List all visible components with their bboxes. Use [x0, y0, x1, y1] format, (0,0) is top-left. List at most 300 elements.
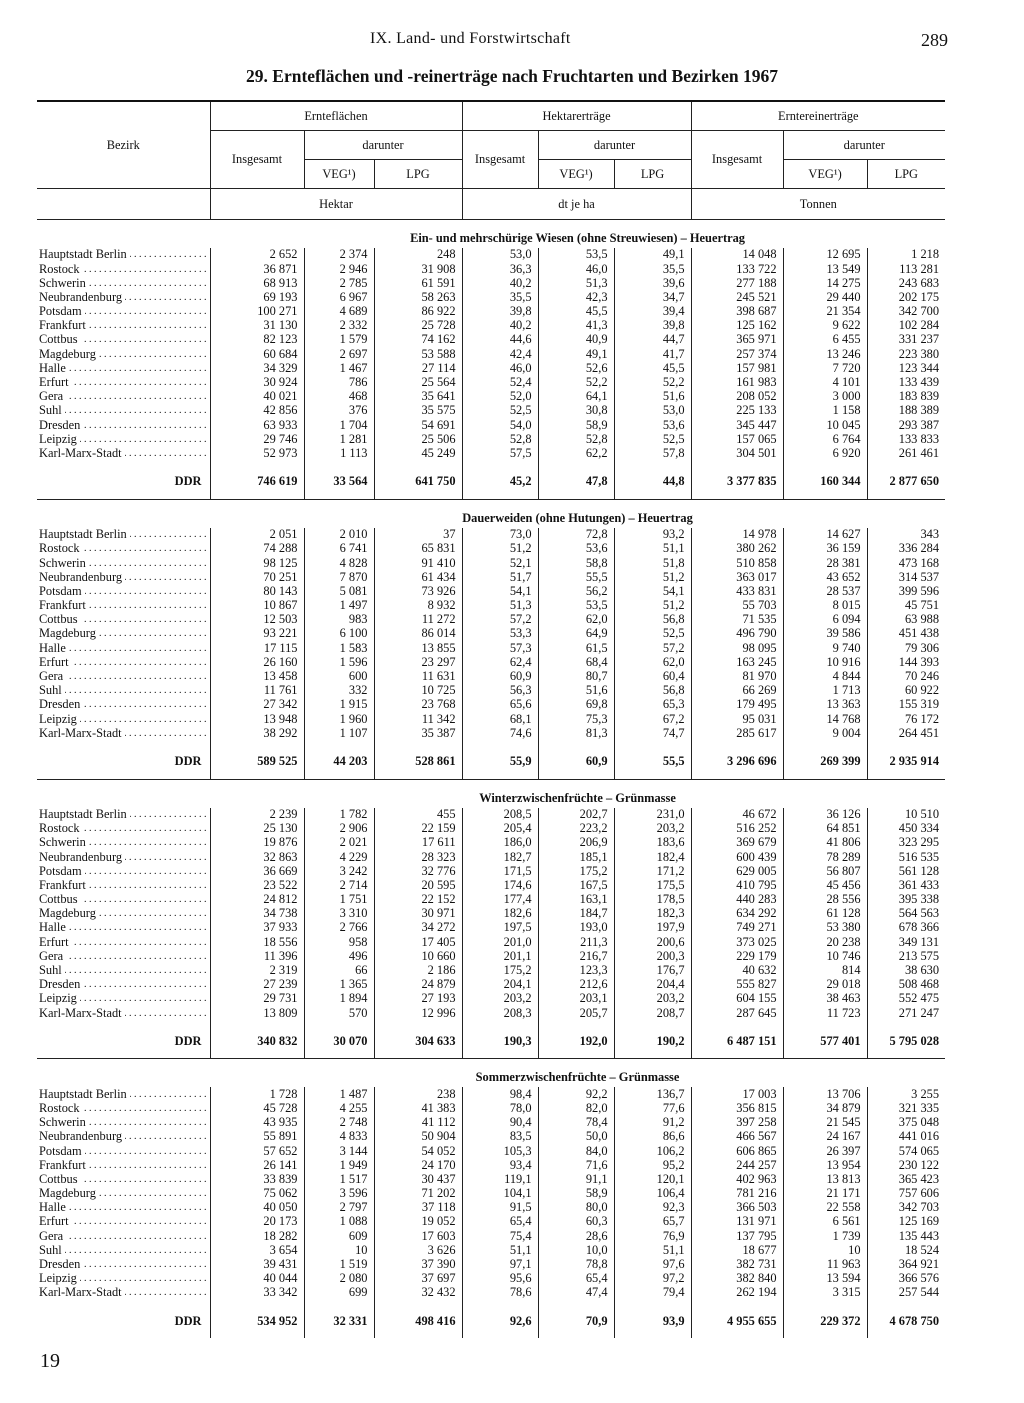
table-cell: 205,4	[462, 822, 538, 836]
total-cell: 6 487 151	[691, 1030, 783, 1052]
table-cell: 183 839	[867, 390, 945, 404]
table-row	[37, 1286, 945, 1300]
table-row	[37, 333, 945, 347]
table-cell: 6 455	[783, 333, 867, 347]
table-cell: 43 935	[210, 1116, 304, 1130]
table-cell: 34 738	[210, 907, 304, 921]
table-cell: 36 669	[210, 864, 304, 878]
table-cell: 33 342	[210, 1286, 304, 1300]
table-cell: 52,8	[538, 432, 614, 446]
table-cell: 51,6	[538, 684, 614, 698]
table-cell: 137 795	[691, 1229, 783, 1243]
table-cell: 91,2	[614, 1116, 691, 1130]
table-cell: 31 130	[210, 319, 304, 333]
table-cell: 76,9	[614, 1229, 691, 1243]
table-cell: 36 159	[783, 542, 867, 556]
table-cell: 80 143	[210, 585, 304, 599]
table-cell: 6 764	[783, 432, 867, 446]
table-cell: 71 535	[691, 613, 783, 627]
table-cell: 54,1	[614, 585, 691, 599]
table-cell: 21 354	[783, 305, 867, 319]
table-cell: 17 603	[374, 1229, 462, 1243]
bezirk-name: Frankfurt	[39, 599, 89, 612]
total-cell: 55,9	[462, 751, 538, 773]
table-cell: 136,7	[614, 1087, 691, 1101]
bezirk-name: Erfurt	[39, 936, 72, 949]
table-cell: 52,6	[538, 362, 614, 376]
table-cell: 177,4	[462, 893, 538, 907]
table-cell: 40,9	[538, 333, 614, 347]
table-cell: 574 065	[867, 1144, 945, 1158]
table-cell: 1 583	[304, 641, 374, 655]
table-cell: 91,1	[538, 1173, 614, 1187]
total-cell: 528 861	[374, 751, 462, 773]
table-cell: 64 851	[783, 822, 867, 836]
table-row	[37, 1258, 945, 1272]
table-cell: 410 795	[691, 879, 783, 893]
table-cell: 552 475	[867, 992, 945, 1006]
table-cell: 14 627	[783, 528, 867, 542]
table-cell: 23 297	[374, 656, 462, 670]
table-cell: 13 855	[374, 641, 462, 655]
table-cell: 10 045	[783, 418, 867, 432]
table-cell: 133 833	[867, 432, 945, 446]
table-cell: 35 641	[374, 390, 462, 404]
table-cell: 144 393	[867, 656, 945, 670]
table-cell: 125 162	[691, 319, 783, 333]
table-row	[37, 864, 945, 878]
table-cell: 65,4	[538, 1272, 614, 1286]
table-cell: 93,4	[462, 1158, 538, 1172]
table-cell: 91,5	[462, 1201, 538, 1215]
table-cell: 3 000	[783, 390, 867, 404]
table-row	[37, 1130, 945, 1144]
table-cell: 10	[304, 1244, 374, 1258]
running-header	[0, 30, 1024, 54]
table-cell: 80,0	[538, 1201, 614, 1215]
table-cell: 441 016	[867, 1130, 945, 1144]
table-cell: 510 858	[691, 556, 783, 570]
table-cell: 4 689	[304, 305, 374, 319]
table-cell: 3 626	[374, 1244, 462, 1258]
table-cell: 161 983	[691, 376, 783, 390]
table-cell: 2 332	[304, 319, 374, 333]
table-row	[37, 1201, 945, 1215]
bezirk-name: Neubrandenburg	[39, 571, 125, 584]
table-cell: 135 443	[867, 1229, 945, 1243]
table-cell: 178,5	[614, 893, 691, 907]
bezirk-name: Karl-Marx-Stadt	[39, 447, 125, 460]
table-row	[37, 641, 945, 655]
table-cell: 86 922	[374, 305, 462, 319]
table-cell: 125 169	[867, 1215, 945, 1229]
table-cell: 23 768	[374, 698, 462, 712]
table-cell: 36,3	[462, 262, 538, 276]
total-cell: 534 952	[210, 1310, 304, 1332]
table-cell: 76 172	[867, 712, 945, 726]
table-cell: 13 706	[783, 1087, 867, 1101]
bezirk-name: Gera	[39, 1230, 66, 1243]
bezirk-name: Dresden	[39, 698, 83, 711]
table-cell: 1 960	[304, 712, 374, 726]
table-cell: 323 295	[867, 836, 945, 850]
table-cell: 5 081	[304, 585, 374, 599]
table-row	[37, 528, 945, 542]
table-cell: 4 255	[304, 1102, 374, 1116]
table-cell: 376	[304, 404, 374, 418]
table-row	[37, 347, 945, 361]
table-cell: 208,7	[614, 1006, 691, 1020]
table-cell: 349 131	[867, 935, 945, 949]
table-cell: 12 996	[374, 1006, 462, 1020]
table-cell: 223 380	[867, 347, 945, 361]
table-row	[37, 1158, 945, 1172]
table-cell: 51,7	[462, 570, 538, 584]
table-cell: 19 052	[374, 1215, 462, 1229]
table-cell: 41 383	[374, 1102, 462, 1116]
column-header-veg: VEG¹)	[783, 160, 867, 189]
table-row	[37, 879, 945, 893]
table-row	[37, 542, 945, 556]
table-cell: 365 423	[867, 1173, 945, 1187]
table-cell: 66	[304, 964, 374, 978]
table-cell: 2 186	[374, 964, 462, 978]
table-cell: 51,6	[614, 390, 691, 404]
table-cell: 570	[304, 1006, 374, 1020]
table-cell: 34 272	[374, 921, 462, 935]
table-cell: 983	[304, 613, 374, 627]
bezirk-name: Halle	[39, 362, 69, 375]
total-cell: 190,3	[462, 1030, 538, 1052]
statistics-table	[37, 100, 945, 1338]
table-cell: 2 652	[210, 248, 304, 262]
bezirk-name: Neubrandenburg	[39, 1130, 125, 1143]
table-cell: 171,5	[462, 864, 538, 878]
table-cell: 193,0	[538, 921, 614, 935]
table-cell: 52,2	[614, 376, 691, 390]
table-cell: 51,2	[614, 599, 691, 613]
table-cell: 364 921	[867, 1258, 945, 1272]
bezirk-name: Cottbus	[39, 613, 81, 626]
table-header	[37, 101, 945, 220]
total-cell: 4 678 750	[867, 1310, 945, 1332]
table-cell: 32 863	[210, 850, 304, 864]
table-cell: 4 844	[783, 670, 867, 684]
table-cell: 24 879	[374, 978, 462, 992]
bezirk-name: Potsdam	[39, 865, 85, 878]
table-row	[37, 1144, 945, 1158]
table-cell: 208,5	[462, 808, 538, 822]
table-cell: 345 447	[691, 418, 783, 432]
table-cell: 455	[374, 808, 462, 822]
table-cell: 77,6	[614, 1102, 691, 1116]
table-row	[37, 808, 945, 822]
table-cell: 39 586	[783, 627, 867, 641]
bezirk-name: Hauptstadt Berlin	[39, 1088, 130, 1101]
table-cell: 13 813	[783, 1173, 867, 1187]
table-cell: 2 946	[304, 262, 374, 276]
bezirk-name: Dresden	[39, 978, 83, 991]
table-cell: 7 870	[304, 570, 374, 584]
table-cell: 97,2	[614, 1272, 691, 1286]
table-cell: 24 170	[374, 1158, 462, 1172]
table-cell: 202,7	[538, 808, 614, 822]
table-row	[37, 599, 945, 613]
table-cell: 40 632	[691, 964, 783, 978]
table-cell: 22 152	[374, 893, 462, 907]
table-row	[37, 656, 945, 670]
table-cell: 356 815	[691, 1102, 783, 1116]
bezirk-name: Neubrandenburg	[39, 851, 125, 864]
table-cell: 1 517	[304, 1173, 374, 1187]
section-title: Ein- und mehrschürige Wiesen (ohne Streuwiesen) – Heuertrag	[210, 220, 945, 249]
table-cell: 65,4	[462, 1215, 538, 1229]
total-cell: 3 377 835	[691, 471, 783, 493]
bezirk-name: Karl-Marx-Stadt	[39, 1286, 125, 1299]
column-header-lpg: LPG	[374, 160, 462, 189]
table-cell: 39,4	[614, 305, 691, 319]
table-row	[37, 850, 945, 864]
table-cell: 11 631	[374, 670, 462, 684]
table-cell: 261 461	[867, 447, 945, 461]
column-group-ernteflaechen: Ernteflächen	[210, 101, 462, 131]
table-cell: 4 229	[304, 850, 374, 864]
table-cell: 82,0	[538, 1102, 614, 1116]
table-cell: 10 867	[210, 599, 304, 613]
table-cell: 133 722	[691, 262, 783, 276]
table-cell: 197,5	[462, 921, 538, 935]
table-cell: 81,3	[538, 726, 614, 740]
table-cell: 10,0	[538, 1244, 614, 1258]
table-cell: 52,2	[538, 376, 614, 390]
table-cell: 14 978	[691, 528, 783, 542]
bezirk-name: Cottbus	[39, 893, 81, 906]
table-cell: 92,2	[538, 1087, 614, 1101]
table-cell: 176,7	[614, 964, 691, 978]
table-cell: 257 374	[691, 347, 783, 361]
bezirk-name: Gera	[39, 670, 66, 683]
table-cell: 41,7	[614, 347, 691, 361]
table-row	[37, 570, 945, 584]
table-cell: 203,2	[462, 992, 538, 1006]
table-cell: 304 501	[691, 447, 783, 461]
table-cell: 38 463	[783, 992, 867, 1006]
table-cell: 61,5	[538, 641, 614, 655]
table-cell: 52,5	[614, 627, 691, 641]
table-cell: 25 728	[374, 319, 462, 333]
section-title: Winterzwischenfrüchte – Grünmasse	[210, 779, 945, 808]
table-cell: 786	[304, 376, 374, 390]
table-cell: 57,2	[462, 613, 538, 627]
table-cell: 28 381	[783, 556, 867, 570]
table-cell: 244 257	[691, 1158, 783, 1172]
table-cell: 64,1	[538, 390, 614, 404]
table-cell: 36 126	[783, 808, 867, 822]
table-cell: 98 095	[691, 641, 783, 655]
table-cell: 69 193	[210, 291, 304, 305]
table-row	[37, 447, 945, 461]
table-cell: 28 537	[783, 585, 867, 599]
table-cell: 1 218	[867, 248, 945, 262]
table-cell: 321 335	[867, 1102, 945, 1116]
table-cell: 203,1	[538, 992, 614, 1006]
table-cell: 10	[783, 1244, 867, 1258]
table-cell: 39,6	[614, 276, 691, 290]
table-cell: 167,5	[538, 879, 614, 893]
table-row	[37, 1187, 945, 1201]
table-row	[37, 950, 945, 964]
table-cell: 60 922	[867, 684, 945, 698]
column-group-erntereinertraege: Erntereinerträge	[691, 101, 945, 131]
table-cell: 79,4	[614, 1286, 691, 1300]
table-cell: 68 913	[210, 276, 304, 290]
table-cell: 2 748	[304, 1116, 374, 1130]
table-cell: 47,4	[538, 1286, 614, 1300]
table-cell: 4 101	[783, 376, 867, 390]
table-cell: 52,4	[462, 376, 538, 390]
table-cell: 175,2	[462, 964, 538, 978]
table-cell: 3 144	[304, 1144, 374, 1158]
table-cell: 285 617	[691, 726, 783, 740]
table-cell: 74,6	[462, 726, 538, 740]
table-cell: 3 255	[867, 1087, 945, 1101]
table-cell: 179 495	[691, 698, 783, 712]
table-cell: 225 133	[691, 404, 783, 418]
table-cell: 45 249	[374, 447, 462, 461]
table-cell: 609	[304, 1229, 374, 1243]
table-cell: 188 389	[867, 404, 945, 418]
table-cell: 113 281	[867, 262, 945, 276]
total-cell: 2 877 650	[867, 471, 945, 493]
table-cell: 343	[867, 528, 945, 542]
table-cell: 366 576	[867, 1272, 945, 1286]
table-cell: 65,7	[614, 1215, 691, 1229]
table-cell: 62,0	[614, 656, 691, 670]
total-cell: 30 070	[304, 1030, 374, 1052]
bezirk-name: Potsdam	[39, 1145, 85, 1158]
table-cell: 204,4	[614, 978, 691, 992]
table-cell: 204,1	[462, 978, 538, 992]
table-cell: 163 245	[691, 656, 783, 670]
table-cell: 53,6	[538, 542, 614, 556]
table-cell: 42 856	[210, 404, 304, 418]
table-cell: 182,6	[462, 907, 538, 921]
table-cell: 75 062	[210, 1187, 304, 1201]
table-cell: 10 660	[374, 950, 462, 964]
total-cell: 44,8	[614, 471, 691, 493]
table-cell: 3 310	[304, 907, 374, 921]
table-cell: 1 088	[304, 1215, 374, 1229]
table-cell: 3 242	[304, 864, 374, 878]
table-row	[37, 1215, 945, 1229]
table-cell: 473 168	[867, 556, 945, 570]
bezirk-name: Magdeburg	[39, 907, 99, 920]
table-cell: 9 004	[783, 726, 867, 740]
table-cell: 186,0	[462, 836, 538, 850]
table-cell: 238	[374, 1087, 462, 1101]
table-cell: 1 281	[304, 432, 374, 446]
table-cell: 21 171	[783, 1187, 867, 1201]
table-cell: 9 740	[783, 641, 867, 655]
table-cell: 37 390	[374, 1258, 462, 1272]
bezirk-name: Rostock	[39, 542, 83, 555]
table-cell: 40 050	[210, 1201, 304, 1215]
table-cell: 63 988	[867, 613, 945, 627]
table-cell: 13 458	[210, 670, 304, 684]
table-cell: 92,3	[614, 1201, 691, 1215]
bezirk-name: Karl-Marx-Stadt	[39, 1007, 125, 1020]
table-cell: 36 871	[210, 262, 304, 276]
table-cell: 95,2	[614, 1158, 691, 1172]
table-cell: 26 160	[210, 656, 304, 670]
table-cell: 6 741	[304, 542, 374, 556]
table-cell: 17 115	[210, 641, 304, 655]
bezirk-name: Suhl	[39, 1244, 65, 1257]
bezirk-name: Neubrandenburg	[39, 291, 125, 304]
table-cell: 72,8	[538, 528, 614, 542]
table-cell: 40,2	[462, 319, 538, 333]
table-cell: 50,0	[538, 1130, 614, 1144]
table-row	[37, 992, 945, 1006]
table-cell: 6 100	[304, 627, 374, 641]
table-cell: 212,6	[538, 978, 614, 992]
table-cell: 516 535	[867, 850, 945, 864]
table-cell: 51,3	[538, 276, 614, 290]
table-cell: 314 537	[867, 570, 945, 584]
table-cell: 182,4	[614, 850, 691, 864]
table-cell: 399 596	[867, 585, 945, 599]
table-cell: 51,2	[462, 542, 538, 556]
table-cell: 86,6	[614, 1130, 691, 1144]
table-cell: 98,4	[462, 1087, 538, 1101]
table-cell: 466 567	[691, 1130, 783, 1144]
table-cell: 53,0	[462, 248, 538, 262]
table-cell: 95 031	[691, 712, 783, 726]
table-cell: 749 271	[691, 921, 783, 935]
table-cell: 57,5	[462, 447, 538, 461]
table-cell: 634 292	[691, 907, 783, 921]
table-row	[37, 390, 945, 404]
table-row	[37, 276, 945, 290]
table-cell: 61 591	[374, 276, 462, 290]
total-cell: 229 372	[783, 1310, 867, 1332]
bezirk-name: Dresden	[39, 419, 83, 432]
table-cell: 2 906	[304, 822, 374, 836]
table-cell: 71 202	[374, 1187, 462, 1201]
table-cell: 10 746	[783, 950, 867, 964]
table-cell: 58,9	[538, 1187, 614, 1201]
table-cell: 29 731	[210, 992, 304, 1006]
table-cell: 133 439	[867, 376, 945, 390]
table-cell: 45 728	[210, 1102, 304, 1116]
bezirk-name: Leipzig	[39, 713, 80, 726]
table-cell: 19 876	[210, 836, 304, 850]
table-cell: 40 044	[210, 1272, 304, 1286]
table-row	[37, 585, 945, 599]
total-cell: 746 619	[210, 471, 304, 493]
table-cell: 97,6	[614, 1258, 691, 1272]
table-cell: 12 695	[783, 248, 867, 262]
table-cell: 203,2	[614, 822, 691, 836]
table-cell: 202 175	[867, 291, 945, 305]
table-cell: 41 112	[374, 1116, 462, 1130]
table-cell: 182,3	[614, 907, 691, 921]
table-cell: 293 387	[867, 418, 945, 432]
total-cell: 498 416	[374, 1310, 462, 1332]
table-cell: 62,2	[538, 447, 614, 461]
bezirk-name: Gera	[39, 950, 66, 963]
table-cell: 51,2	[614, 570, 691, 584]
